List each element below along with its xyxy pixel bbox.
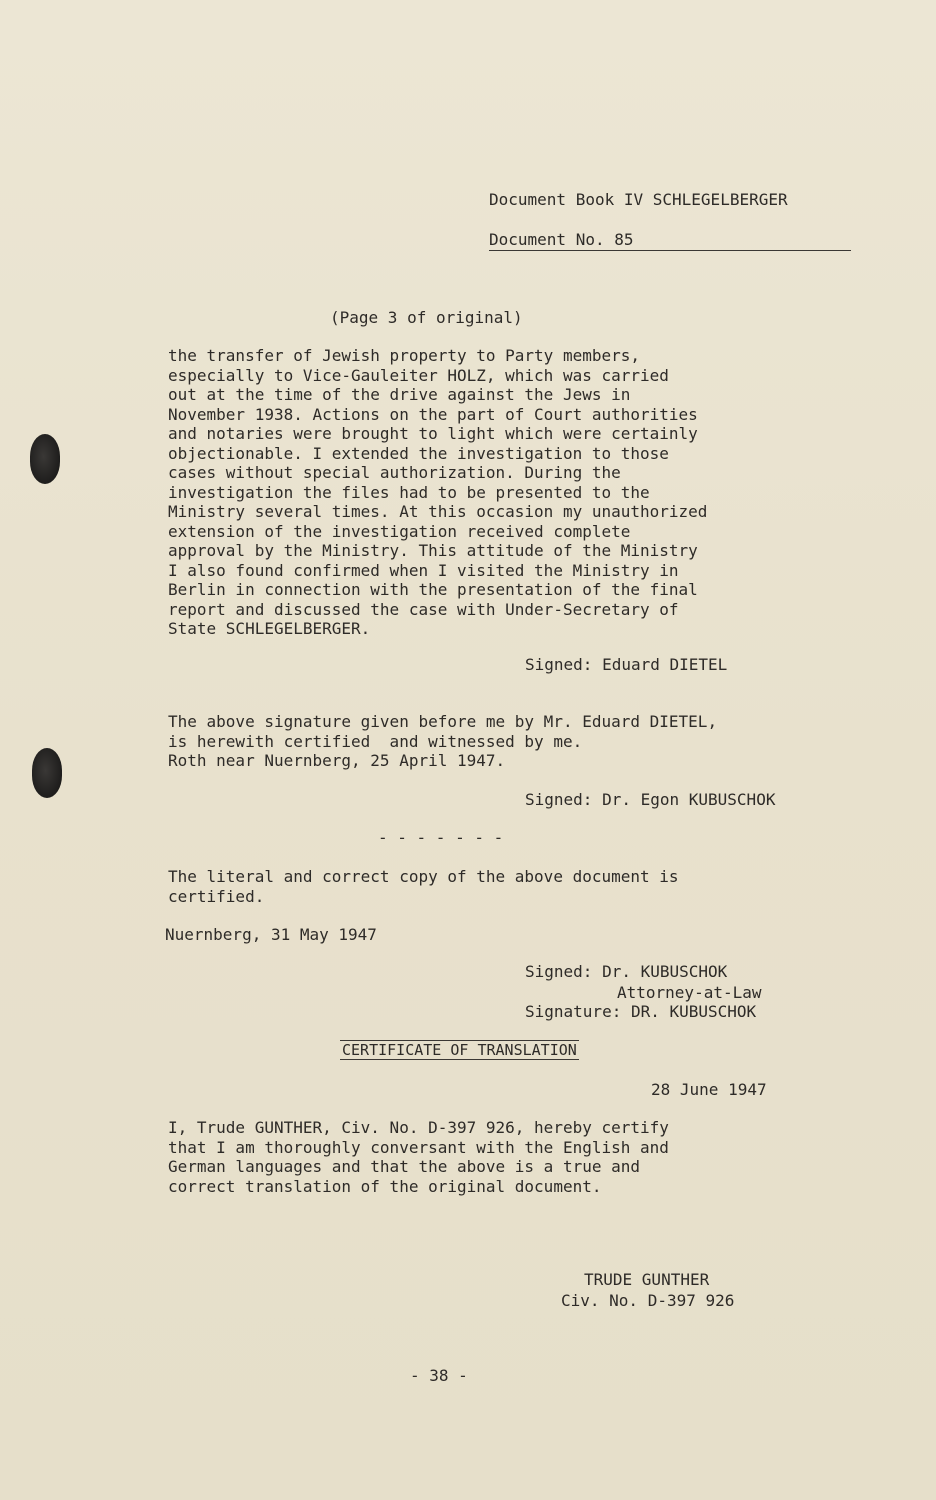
text-line: report and discussed the case with Under-Secretary of (168, 599, 679, 619)
attorney-title: Attorney-at-Law (617, 983, 762, 1002)
translator-name: TRUDE GUNTHER (584, 1270, 710, 1289)
punch-hole (32, 748, 62, 798)
text-line: Ministry several times. At this occasion my unauthorized (168, 502, 708, 521)
certificate-title: CERTIFICATE OF TRANSLATION (342, 1041, 577, 1059)
page-number: - 38 - (410, 1366, 468, 1385)
translator-civ-no: Civ. No. D-397 926 (561, 1291, 735, 1310)
text-line: State SCHLEGELBERGER. (168, 619, 371, 638)
text-line: out at the time of the drive against the Jews in (168, 385, 631, 404)
translation-date: 28 June 1947 (651, 1080, 767, 1099)
text-line: I also found confirmed when I visited the Ministry in (168, 560, 679, 580)
text-line: cases without special authorization. During the (168, 463, 621, 482)
page-reference: (Page 3 of original) (330, 308, 523, 327)
text-line: November 1938. Actions on the part of Court authorities (168, 404, 698, 424)
text-line: I, Trude GUNTHER, Civ. No. D-397 926, hereby certify (168, 1118, 669, 1137)
text-line: and notaries were brought to light which were certainly (168, 424, 698, 443)
text-line: correct translation of the original document. (168, 1176, 602, 1196)
text-line: certified. (168, 886, 265, 906)
punch-hole (30, 434, 60, 484)
witness-certification (168, 712, 848, 771)
separator-dashes: - - - - - - - (378, 828, 504, 847)
text-line: Berlin in connection with the presentation of the final (168, 580, 698, 599)
document-number: Document No. 85 (489, 230, 851, 251)
text-line: The above signature given before me by Mr. Eduard DIETEL, (168, 712, 718, 731)
attorney-signature: Signature: DR. KUBUSCHOK (525, 1002, 757, 1021)
text-line: The literal and correct copy of the above document is (168, 867, 679, 886)
attorney-signed: Signed: Dr. KUBUSCHOK (525, 962, 728, 981)
text-line: Roth near Nuernberg, 25 April 1947. (168, 751, 506, 770)
place-date: Nuernberg, 31 May 1947 (165, 925, 377, 944)
text-line: that I am thoroughly conversant with the English and (168, 1137, 669, 1157)
translation-statement (168, 1118, 848, 1196)
statement-body (168, 346, 848, 639)
text-line: approval by the Ministry. This attitude of the Ministry (168, 541, 698, 560)
text-line: objectionable. I extended the investigation to those (168, 443, 669, 463)
text-line: investigation the files had to be presented to the (168, 482, 650, 502)
copy-certification (168, 867, 848, 906)
text-line: the transfer of Jewish property to Party members, (168, 346, 641, 365)
text-line: extension of the investigation received complete (168, 521, 631, 541)
text-line: is herewith certified and witnessed by me. (168, 731, 583, 751)
text-line: especially to Vice-Gauleiter HOLZ, which was carried (168, 365, 669, 385)
signature-dietel: Signed: Eduard DIETEL (525, 655, 728, 674)
signature-kubuschok: Signed: Dr. Egon KUBUSCHOK (525, 790, 776, 809)
document-book-header: Document Book IV SCHLEGELBERGER (489, 190, 788, 209)
text-line: German languages and that the above is a true and (168, 1157, 641, 1176)
